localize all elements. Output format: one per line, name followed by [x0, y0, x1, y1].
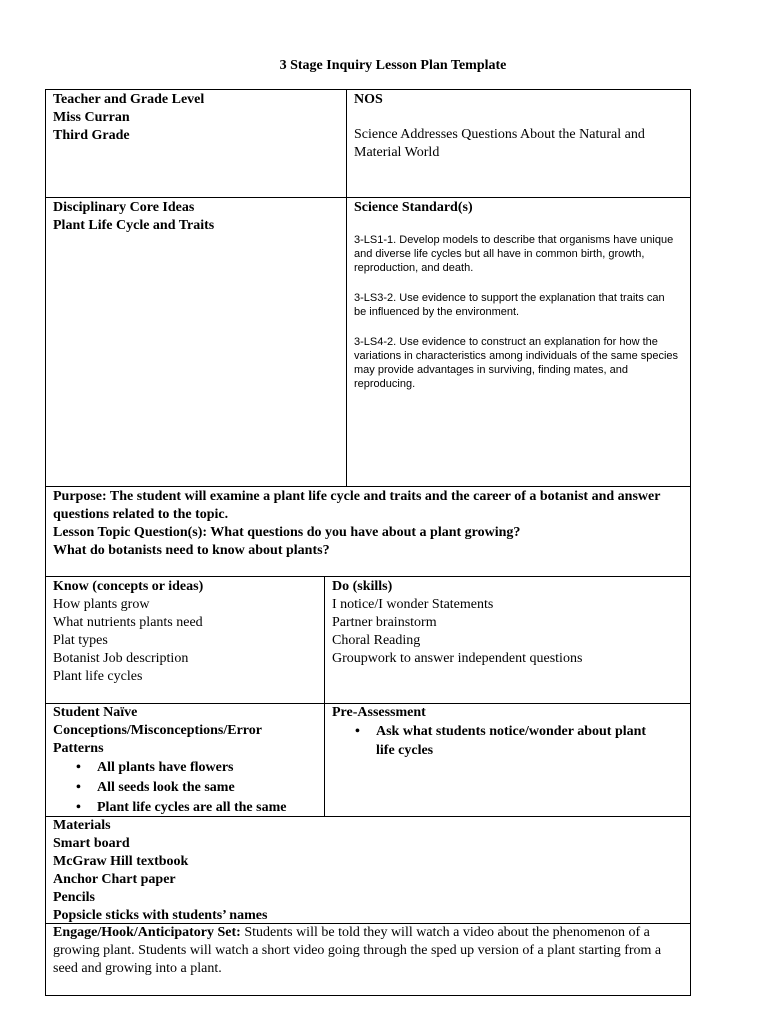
standards-cell: [346, 197, 691, 487]
standard-item: 3-LS4-2. Use evidence to construct an explanation for how the variations in characteristics among individuals of the same species may provide advantages in surviving, finding mates, and reproducing.: [354, 336, 679, 390]
do-item: Choral Reading: [332, 633, 421, 648]
naive-heading: Student Naïve Conceptions/Misconceptions/Error Patterns: [53, 705, 262, 756]
pre-assessment-item: • Ask what students notice/wonder about plant life cycles: [332, 722, 663, 760]
know-item: Plat types: [53, 633, 108, 648]
teacher-heading: Teacher and Grade Level: [53, 92, 205, 107]
purpose-cell: [45, 486, 691, 577]
pre-assessment-heading: Pre-Assessment: [332, 705, 426, 720]
nos-heading: NOS: [354, 92, 383, 107]
pre-assessment-list: [332, 722, 683, 760]
misconception-item: • Plant life cycles are all the same: [53, 798, 317, 818]
dci-heading: Disciplinary Core Ideas: [53, 200, 195, 215]
misconception-item: • All seeds look the same: [53, 778, 317, 798]
teacher-cell: [45, 89, 347, 198]
standards-heading: Science Standard(s): [354, 200, 473, 215]
do-item: I notice/I wonder Statements: [332, 597, 494, 612]
nos-cell: [346, 89, 691, 198]
nos-text: Science Addresses Questions About the Natural and Material World: [354, 127, 645, 160]
naive-conceptions-cell: [45, 703, 325, 817]
lesson-topic-question: Lesson Topic Question(s): What questions do you have about a plant growing?: [53, 525, 521, 540]
engage-cell: [45, 923, 691, 996]
material-item: Smart board: [53, 836, 130, 851]
pre-assessment-cell: [324, 703, 691, 817]
purpose-text: Purpose: The student will examine a plant life cycle and traits and the career of a botanist and answer questions related to the topic.: [53, 489, 661, 522]
material-item: Popsicle sticks with students’ names: [53, 908, 268, 923]
materials-cell: [45, 816, 691, 924]
grade-level: Third Grade: [53, 128, 130, 143]
dci-cell: [45, 197, 347, 487]
do-item: Partner brainstorm: [332, 615, 437, 630]
teacher-name: Miss Curran: [53, 110, 130, 125]
document-title: 3 Stage Inquiry Lesson Plan Template: [279, 58, 507, 73]
engage-text: Students will be told they will watch a video about the phenomenon of a growing plant. Students will watch a short video going through the sped up version of a plant starting from a seed and growing into a plant.: [53, 925, 662, 976]
do-heading: Do (skills): [332, 579, 393, 594]
know-item: Plant life cycles: [53, 669, 143, 684]
dci-text: Plant Life Cycle and Traits: [53, 218, 215, 233]
know-item: What nutrients plants need: [53, 615, 203, 630]
do-item: Groupwork to answer independent questions: [332, 651, 583, 666]
materials-heading: Materials: [53, 818, 111, 833]
engage-heading: Engage/Hook/Anticipatory Set:: [53, 925, 241, 940]
know-cell: [45, 576, 325, 704]
misconception-list: [53, 758, 317, 818]
do-cell: [324, 576, 691, 704]
material-item: Anchor Chart paper: [53, 872, 176, 887]
know-item: How plants grow: [53, 597, 150, 612]
know-heading: Know (concepts or ideas): [53, 579, 204, 594]
material-item: Pencils: [53, 890, 95, 905]
standard-item: 3-LS3-2. Use evidence to support the explanation that traits can be influenced by the environment.: [354, 292, 665, 318]
botanist-question: What do botanists need to know about plants?: [53, 543, 330, 558]
material-item: McGraw Hill textbook: [53, 854, 189, 869]
engage-text-block: [53, 924, 683, 978]
know-item: Botanist Job description: [53, 651, 189, 666]
misconception-item: • All plants have flowers: [53, 758, 317, 778]
standard-item: 3-LS1-1. Develop models to describe that organisms have unique and diverse life cycles but all have in common birth, growth, reproduction, and death.: [354, 234, 674, 274]
